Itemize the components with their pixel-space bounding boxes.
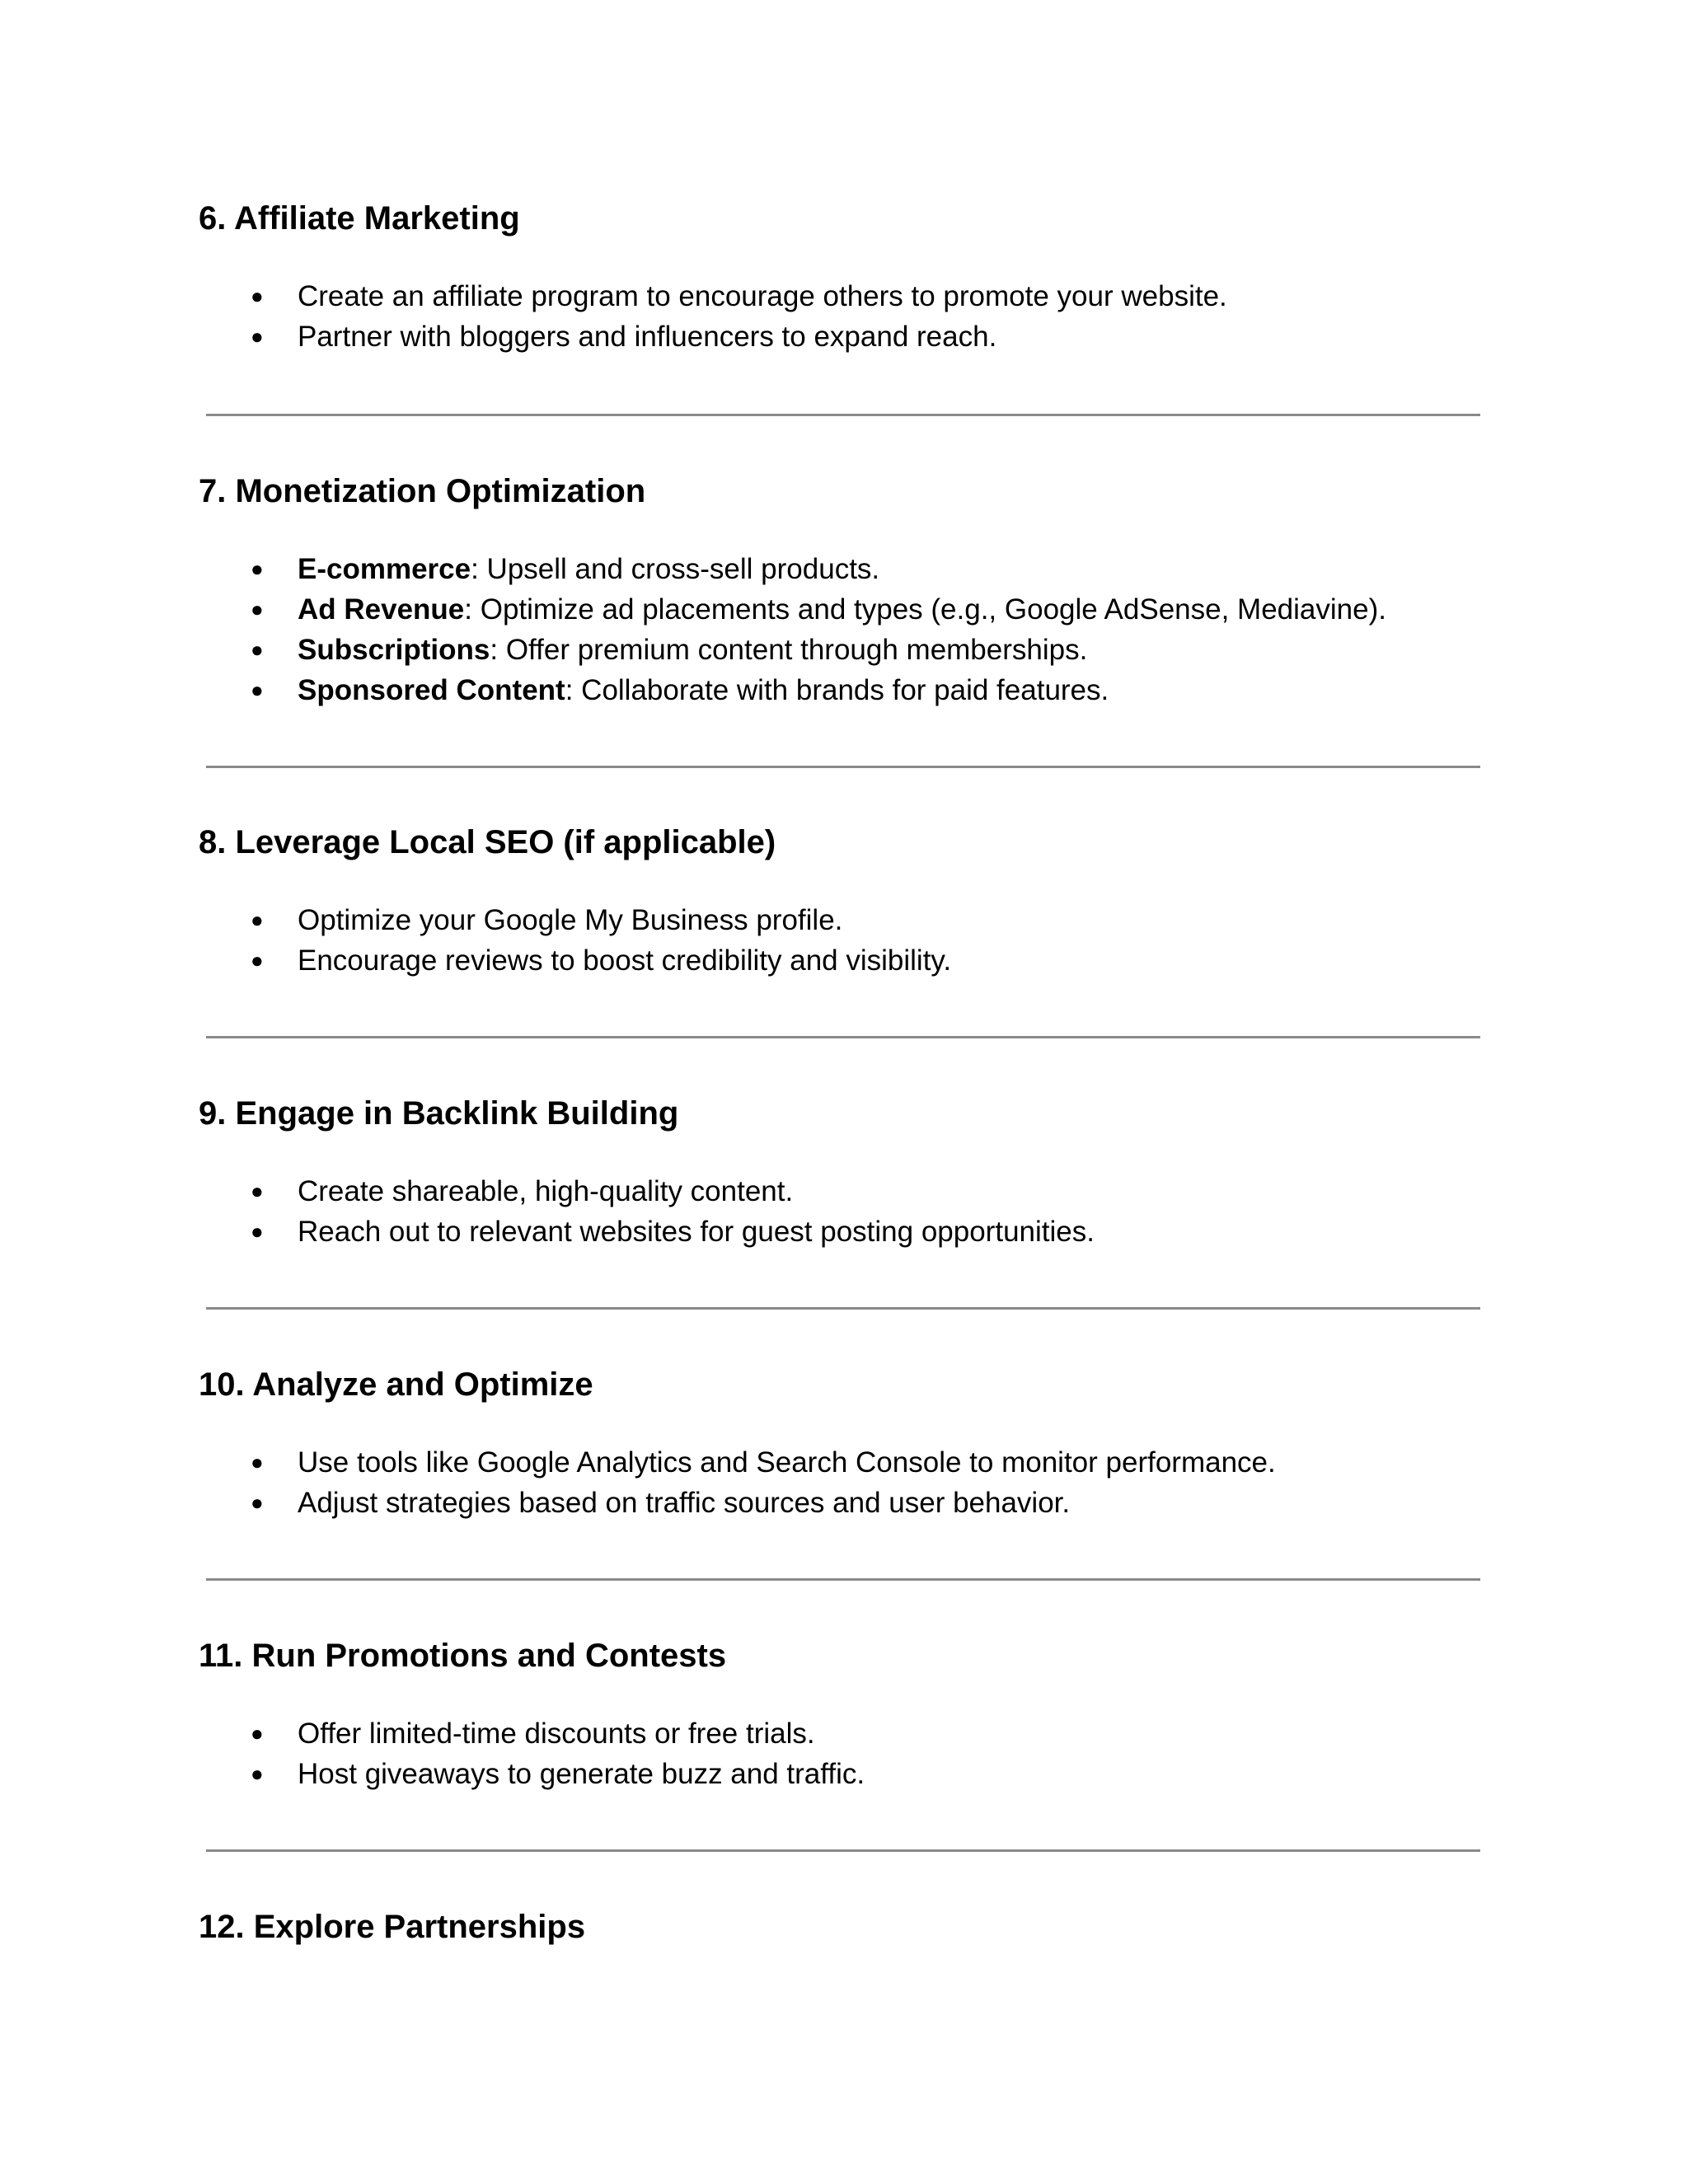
section-divider (206, 1307, 1480, 1310)
bullet-icon: ● (251, 1721, 264, 1746)
list-item-description: : Upsell and cross-sell products. (471, 553, 880, 585)
section-divider (206, 1849, 1480, 1852)
list-item-text (298, 589, 1386, 630)
bullet-icon: ● (251, 1761, 264, 1786)
list-item-text: Partner with bloggers and influencers to expand reach. (298, 321, 997, 353)
list-item-text: Optimize your Google My Business profile. (298, 904, 843, 936)
bullet-icon: ● (251, 597, 264, 621)
list-item-text: Reach out to relevant websites for guest posting opportunities. (298, 1216, 1095, 1248)
list-item-label: Subscriptions (298, 634, 490, 666)
bullet-icon: ● (251, 948, 264, 972)
bullet-icon: ● (251, 637, 264, 662)
bullet-icon: ● (251, 284, 264, 308)
list-item-text: Create shareable, high-quality content. (298, 1175, 794, 1207)
section-heading: 12. Explore Partnerships (199, 1909, 586, 1945)
section-heading: 7. Monetization Optimization (199, 473, 646, 509)
section-heading: 11. Run Promotions and Contests (199, 1638, 727, 1674)
bullet-icon: ● (251, 1490, 264, 1515)
bullet-icon: ● (251, 556, 264, 581)
list-item-text: Create an affiliate program to encourage others to promote your website. (298, 280, 1227, 312)
list-item-text: Host giveaways to generate buzz and traffic. (298, 1758, 865, 1790)
bullet-icon: ● (251, 677, 264, 702)
list-item-text: Offer limited-time discounts or free trials. (298, 1718, 815, 1750)
bullet-icon: ● (251, 1450, 264, 1474)
list-item-label: Sponsored Content (298, 674, 565, 706)
list-item-description: : Collaborate with brands for paid features. (565, 674, 1109, 706)
section-divider (206, 1036, 1480, 1038)
list-item-label: E-commerce (298, 553, 471, 585)
section-divider (206, 414, 1480, 416)
list-item-text: Adjust strategies based on traffic sources and user behavior. (298, 1487, 1071, 1519)
list-item-description: : Optimize ad placements and types (e.g., Google AdSense, Mediavine). (464, 593, 1386, 626)
bullet-icon: ● (251, 1219, 264, 1244)
bullet-icon: ● (251, 1179, 264, 1203)
section-divider (206, 1578, 1480, 1581)
section-heading: 8. Leverage Local SEO (if applicable) (199, 824, 776, 860)
section-heading: 9. Engage in Backlink Building (199, 1095, 679, 1132)
list-item-description: : Offer premium content through memberships. (490, 634, 1088, 666)
list-item-text (298, 630, 1087, 670)
list-item-text: Use tools like Google Analytics and Search Console to monitor performance. (298, 1446, 1276, 1479)
bullet-icon: ● (251, 324, 264, 349)
section-heading: 10. Analyze and Optimize (199, 1366, 593, 1403)
section-divider (206, 766, 1480, 768)
list-item-label: Ad Revenue (298, 593, 465, 626)
list-item-text: Encourage reviews to boost credibility and visibility. (298, 944, 952, 977)
list-item-text (298, 549, 879, 589)
section-heading: 6. Affiliate Marketing (199, 200, 520, 237)
list-item-text (298, 670, 1109, 710)
bullet-icon: ● (251, 907, 264, 932)
